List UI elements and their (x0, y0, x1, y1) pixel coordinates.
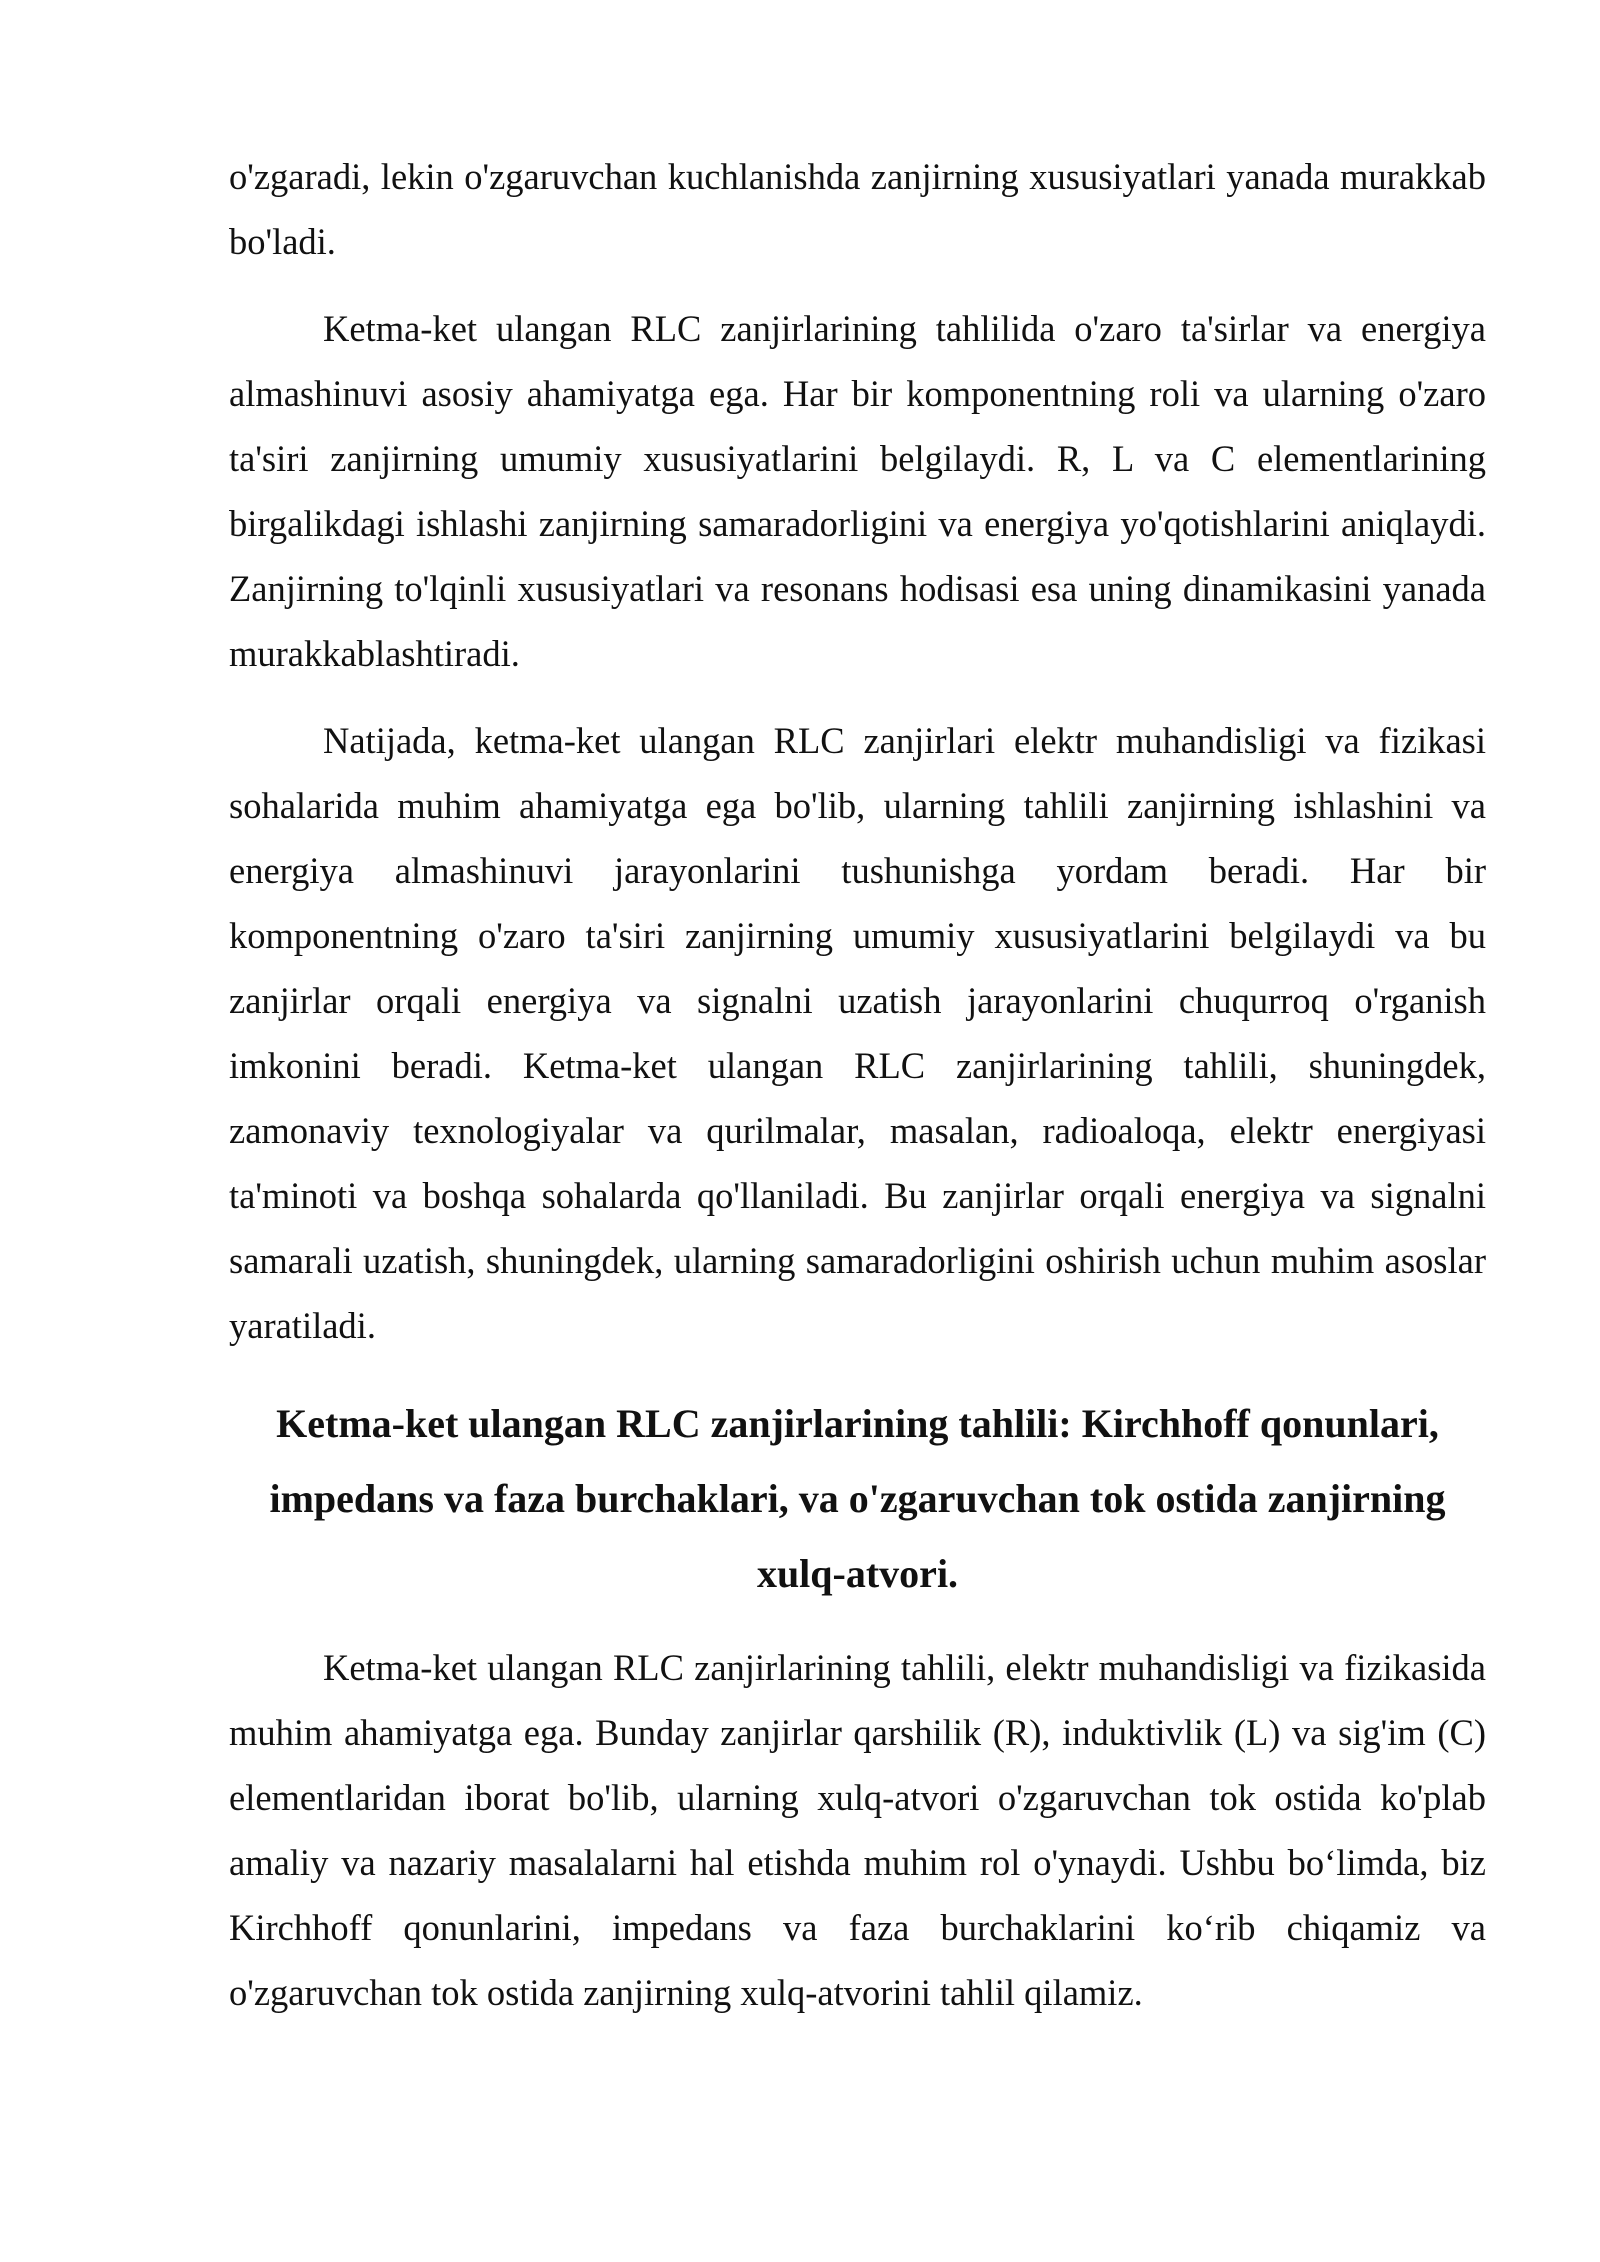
section-heading: Ketma-ket ulangan RLC zanjirlarining tahlili: Kirchhoff qonunlari, impedans va faza burchaklari, va o'zgaruvchan tok ostida zanjirning xulq-atvori. (269, 1401, 1446, 1596)
paragraph-section-intro: Ketma-ket ulangan RLC zanjirlarining tahlili, elektr muhandisligi va fizikasida muhim ahamiyatga ega. Bunday zanjirlar qarshilik (R), induktivlik (L) va sig'im (C) elementlaridan iborat bo'lib, ularning xulq-atvori o'zgaruvchan tok ostida ko'plab amaliy va nazariy masalalarni hal etishda muhim rol o'ynaydi. Ushbu bo‘limda, biz Kirchhoff qonunlarini, impedans va faza burchaklarini ko‘rib chiqamiz va o'zgaruvchan tok ostida zanjirning xulq-atvorini tahlil qilamiz. (229, 1647, 1486, 2013)
page-content (229, 144, 1486, 2047)
paragraph-rlc-interactions: Ketma-ket ulangan RLC zanjirlarining tahlilida o'zaro ta'sirlar va energiya almashinuvi asosiy ahamiyatga ega. Har bir komponentning roli va ularning o'zaro ta'siri zanjirning umumiy xususiyatlarini belgilaydi. R, L va C elementlarining birgalikdagi ishlashi zanjirning samaradorligini va energiya yo'qotishlarini aniqlaydi. Zanjirning to'lqinli xususiyatlari va resonans hodisasi esa uning dinamikasini yanada murakkablashtiradi. (229, 308, 1486, 674)
paragraph-continuation: o'zgaradi, lekin o'zgaruvchan kuchlanishda zanjirning xususiyatlari yanada murakkab bo'ladi. (229, 156, 1486, 262)
paragraph-conclusion: Natijada, ketma-ket ulangan RLC zanjirlari elektr muhandisligi va fizikasi sohalarida muhim ahamiyatga ega bo'lib, ularning tahlili zanjirning ishlashini va energiya almashinuvi jarayonlarini tushunishga yordam beradi. Har bir komponentning o'zaro ta'siri zanjirning umumiy xususiyatlarini belgilaydi va bu zanjirlar orqali energiya va signalni uzatish jarayonlarini chuqurroq o'rganish imkonini beradi. Ketma-ket ulangan RLC zanjirlarining tahlili, shuningdek, zamonaviy texnologiyalar va qurilmalar, masalan, radioaloqa, elektr energiyasi ta'minoti va boshqa sohalarda qo'llaniladi. Bu zanjirlar orqali energiya va signalni samarali uzatish, shuningdek, ularning samaradorligini oshirish uchun muhim asoslar yaratiladi. (229, 720, 1486, 1346)
